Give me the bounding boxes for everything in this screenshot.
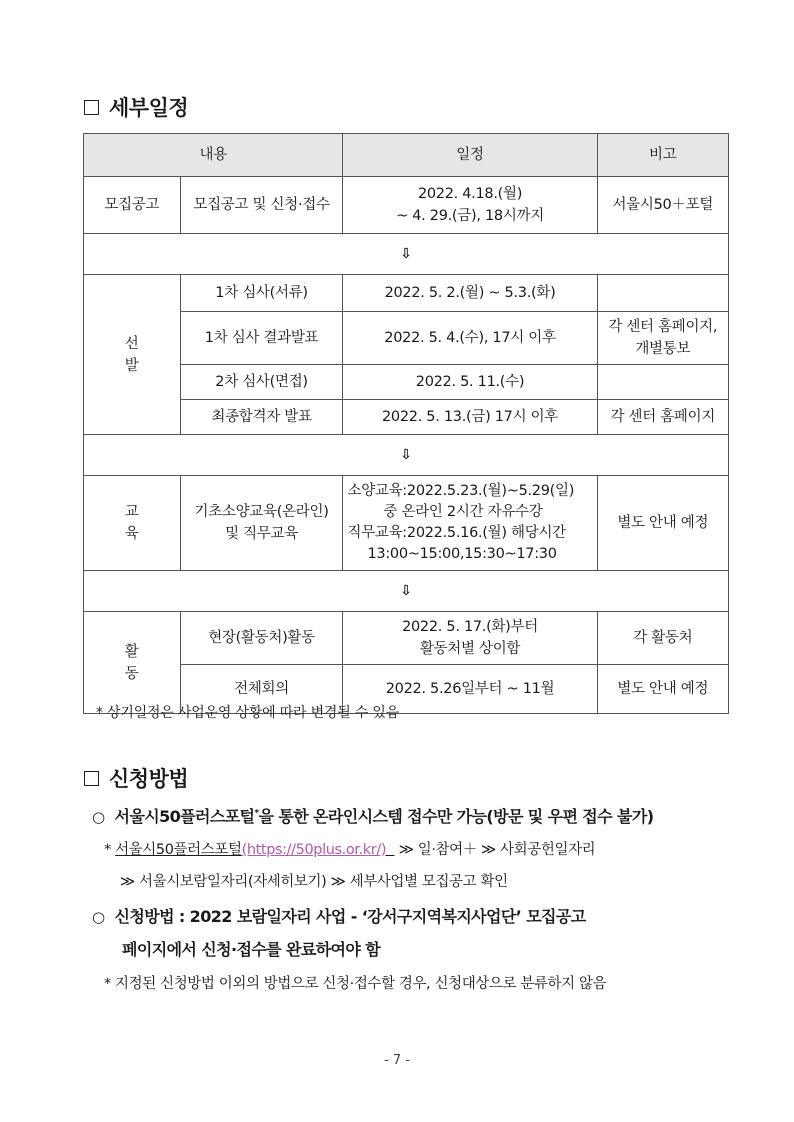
date-line: 직무교육:2022.5.16.(월) 해당시간	[347, 525, 566, 541]
date-line: 중 온라인 2시간 자유수강	[383, 504, 543, 520]
section-title-text: 신청방법	[109, 767, 189, 791]
date-line: 2022. 5. 17.(화)부터	[402, 619, 538, 635]
category-notice: 모집공고	[84, 177, 181, 234]
section-title-schedule	[84, 92, 188, 122]
remark-line: 개별통보	[635, 341, 691, 357]
item-cell: 현장(활동처)활동	[180, 612, 343, 665]
table-row-notice	[84, 177, 729, 234]
down-arrow-icon: ⇩	[400, 583, 412, 599]
section-title-text: 세부일정	[109, 96, 189, 120]
date-line: 활동처별 상이함	[419, 641, 521, 657]
arrow-cell	[84, 234, 729, 275]
item-cell	[180, 476, 343, 571]
arrow-row	[84, 435, 729, 476]
arrow-row	[84, 571, 729, 612]
checkbox-square-icon	[84, 771, 99, 786]
remark-cell	[597, 275, 728, 312]
date-cell: 2022. 5.26일부터 ~ 11월	[343, 665, 597, 714]
checkbox-square-icon	[84, 100, 99, 115]
date-line: 13:00~15:00,15:30~17:30	[367, 546, 557, 562]
down-arrow-icon: ⇩	[400, 246, 412, 262]
header-schedule: 일정	[343, 134, 597, 177]
application-footnote: * 지정된 신청방법 이외의 방법으로 신청·접수할 경우, 신청대상으로 분류하지 않음	[104, 976, 607, 992]
remark-cell: 별도 안내 예정	[597, 476, 728, 571]
category-education: 교육	[84, 476, 181, 571]
bullet-online-only	[92, 804, 653, 827]
portal-link[interactable]: (https://50plus.or.kr/)	[241, 842, 387, 858]
table-row	[84, 275, 729, 312]
portal-path-line2: ≫ 서울시보람일자리(자세히보기) ≫ 세부사업별 모집공고 확인	[120, 874, 508, 890]
section-title-application	[84, 763, 188, 793]
remark-cell	[597, 365, 728, 400]
date-cell: 2022. 5. 2.(월) ~ 5.3.(화)	[343, 275, 597, 312]
item-cell: 최종합격자 발표	[180, 400, 343, 435]
item-cell: 모집공고 및 신청·접수	[180, 177, 343, 234]
date-cell	[343, 476, 597, 571]
header-content: 내용	[84, 134, 343, 177]
arrow-cell	[84, 435, 729, 476]
remark-cell: 서울시50＋포털	[597, 177, 728, 234]
footnote-star: *	[104, 842, 111, 858]
footnote-marker: *	[254, 808, 259, 819]
remark-cell: 별도 안내 예정	[597, 665, 728, 714]
remark-cell: 각 활동처	[597, 612, 728, 665]
page-number: - 7 -	[384, 1053, 410, 1068]
date-cell: 2022. 5. 13.(금) 17시 이후	[343, 400, 597, 435]
table-header-row	[84, 134, 729, 177]
schedule-table	[83, 133, 729, 714]
table-row	[84, 365, 729, 400]
date-cell: 2022. 5. 11.(수)	[343, 365, 597, 400]
category-selection: 선발	[84, 275, 181, 435]
bullet-application-method	[92, 904, 586, 927]
item-cell: 1차 심사(서류)	[180, 275, 343, 312]
remark-cell: 각 센터 홈페이지	[597, 400, 728, 435]
header-remarks: 비고	[597, 134, 728, 177]
bullet-text: 신청방법 : 2022 보람일자리 사업 - ‘강서구지역복지사업단’ 모집공고	[114, 907, 586, 926]
item-cell: 전체회의	[180, 665, 343, 714]
bullet-application-method-cont: 페이지에서 신청·접수를 완료하여야 함	[122, 940, 381, 959]
bullet-text: 을 통한 온라인시스템 접수만 가능(방문 및 우편 접수 불가)	[258, 807, 654, 826]
table-row	[84, 612, 729, 665]
arrow-cell	[84, 571, 729, 612]
item-line: 및 직무교육	[225, 526, 298, 542]
item-cell: 2차 심사(면접)	[180, 365, 343, 400]
circle-bullet-icon: ○	[92, 908, 105, 926]
date-line: ~ 4. 29.(금), 18시까지	[396, 208, 544, 224]
item-cell: 1차 심사 결과발표	[180, 312, 343, 365]
circle-bullet-icon: ○	[92, 808, 105, 826]
remark-line: 각 센터 홈페이지,	[608, 319, 718, 335]
bullet-text: 서울시50플러스포털	[114, 807, 255, 826]
portal-path-line1	[104, 838, 595, 859]
arrow-row	[84, 234, 729, 275]
table-row-education	[84, 476, 729, 571]
path-text: ≫ 일·참여＋ ≫ 사회공헌일자리	[398, 842, 596, 858]
schedule-footnote: * 상기일정은 사업운영 상황에 따라 변경될 수 있음	[96, 705, 400, 721]
item-line: 기초소양교육(온라인)	[194, 504, 329, 520]
table-row	[84, 312, 729, 365]
date-cell	[343, 177, 597, 234]
table-row	[84, 400, 729, 435]
date-cell	[343, 612, 597, 665]
date-cell: 2022. 5. 4.(수), 17시 이후	[343, 312, 597, 365]
portal-name: 서울시50플러스포털	[115, 842, 242, 858]
date-line: 2022. 4.18.(월)	[417, 186, 523, 202]
down-arrow-icon: ⇩	[400, 447, 412, 463]
date-line: 소양교육:2022.5.23.(월)~5.29(일)	[347, 483, 575, 499]
remark-cell	[597, 312, 728, 365]
category-activity: 활동	[84, 612, 181, 714]
